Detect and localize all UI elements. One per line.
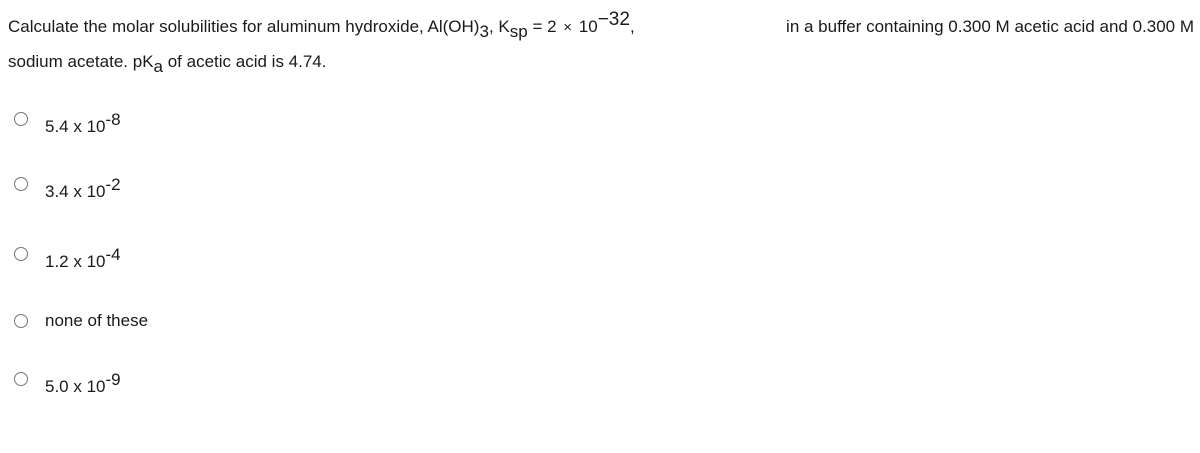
question-text [8, 10, 1194, 79]
option-2[interactable] [14, 172, 121, 201]
formula-comma-k: , K [488, 17, 510, 36]
option-5-label [45, 370, 121, 397]
question-line-2-start: sodium acetate. pK [8, 52, 154, 71]
option-3-label [45, 245, 121, 272]
question-intro: Calculate the molar solubilities for aluminum hydroxide, Al(OH) [8, 17, 480, 36]
question-line-2-end: of acetic acid is 4.74. [163, 52, 327, 71]
pka-subscript: a [153, 57, 163, 76]
option-1-label [45, 110, 121, 137]
ksp-value [532, 9, 635, 36]
ksp-times: × [563, 19, 573, 36]
option-2-exponent: -2 [105, 175, 121, 194]
option-2-label [45, 175, 121, 202]
option-3-mantissa: 1.2 x 10 [45, 252, 106, 271]
option-4-radio[interactable] [14, 314, 28, 328]
option-2-mantissa: 3.4 x 10 [45, 182, 106, 201]
option-5-mantissa: 5.0 x 10 [45, 377, 106, 396]
option-3-exponent: -4 [105, 245, 121, 264]
option-1-mantissa: 5.4 x 10 [45, 117, 106, 136]
ksp-equals: = 2 [532, 17, 557, 36]
question-line-2 [8, 45, 1194, 79]
option-4-label: none of these [45, 311, 149, 330]
formula-subscript: 3 [479, 22, 489, 41]
ksp-comma: , [629, 17, 635, 36]
option-2-radio[interactable] [14, 177, 28, 191]
option-5[interactable] [14, 367, 121, 396]
option-1-exponent: -8 [105, 110, 121, 129]
option-5-exponent: -9 [105, 370, 121, 389]
option-1[interactable] [14, 107, 121, 136]
ksp-base: 10 [578, 17, 598, 36]
option-1-radio[interactable] [14, 112, 28, 126]
question-line-1-right: in a buffer containing 0.300 M acetic acid and 0.300 M [786, 17, 1194, 36]
option-3-radio[interactable] [14, 247, 28, 261]
option-4[interactable] [14, 309, 148, 333]
ksp-exponent: −32 [597, 9, 630, 30]
option-3[interactable] [14, 242, 121, 271]
question-line-1 [8, 10, 1194, 45]
ksp-subscript: sp [509, 22, 528, 41]
question-line-1-left [8, 10, 635, 45]
option-5-radio[interactable] [14, 372, 28, 386]
